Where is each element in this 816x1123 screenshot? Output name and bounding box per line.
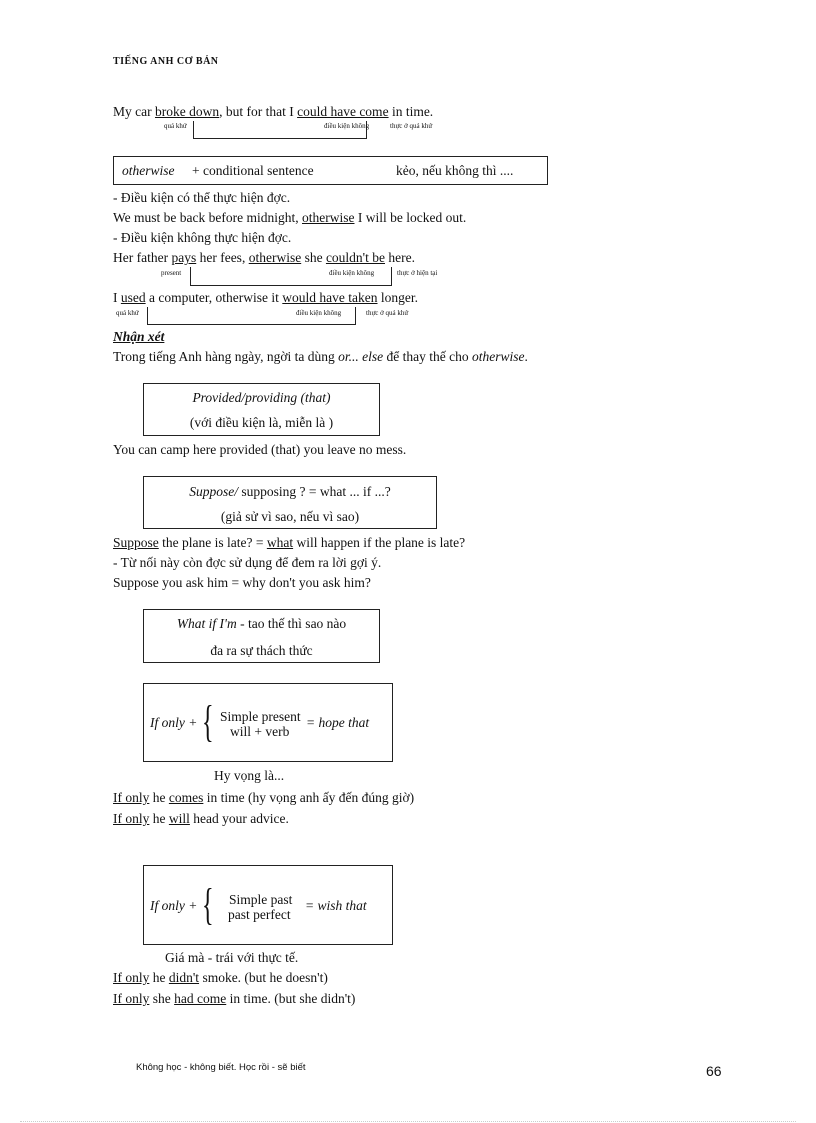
- ifonly-hope-lead: If only +: [150, 715, 198, 730]
- ifonly-hope-example2: If only he will head your advice.: [113, 811, 289, 826]
- intro-label-mid: điều kiện không: [324, 122, 370, 130]
- example2-label-right: thực ở hiện tại: [397, 269, 438, 277]
- ifonly-hope-box: [143, 683, 393, 762]
- ifonly-wish-example1: If only he didn't smoke. (but he doesn't): [113, 970, 328, 985]
- whatif-line1: What if I'm - tao thế thì sao nào: [176, 616, 347, 631]
- left-brace-icon: {: [202, 697, 214, 746]
- otherwise-point1: - Điều kiện có thể thực hiện đợc.: [113, 190, 291, 205]
- whatif-box: [143, 609, 380, 663]
- left-brace-icon: {: [202, 880, 214, 929]
- suppose-example2: Suppose you ask him = why don't you ask him?: [113, 575, 371, 590]
- footer-motto: Không học - không biết. Học rồi - sẽ biết: [136, 1062, 306, 1073]
- suppose-box: [143, 476, 437, 529]
- suppose-line1: Suppose/ supposing ? = what ... if ...?: [189, 484, 391, 499]
- example3-label-left: quá khứ: [116, 309, 139, 317]
- ifonly-hope-opt2: will + verb: [230, 724, 290, 739]
- ifonly-hope-opt1: Simple present: [220, 709, 301, 724]
- underline-could-have-come: could have come: [297, 104, 389, 119]
- otherwise-formula: + conditional sentence: [192, 163, 314, 178]
- suppose-example1: Suppose the plane is late? = what will happen if the plane is late?: [113, 535, 466, 550]
- bottom-divider: [20, 1121, 796, 1122]
- intro-sentence: My car broke down, but for that I could have come in time.: [113, 104, 434, 119]
- ifonly-wish-opt2: past perfect: [228, 907, 291, 922]
- ifonly-hope-meaning: Hy vọng là...: [214, 768, 285, 783]
- ifonly-hope-example1: If only he comes in time (hy vọng anh ấy đến đúng giờ): [113, 790, 415, 805]
- otherwise-box: [113, 156, 548, 185]
- provided-line2: (với điều kiện là, miễn là ): [189, 415, 334, 430]
- otherwise-meaning: kẻo, nếu không thì ....: [396, 163, 514, 178]
- provided-example: You can camp here provided (that) you leave no mess.: [113, 442, 407, 457]
- suppose-line2: (giả sử vì sao, nếu vì sao): [220, 509, 360, 524]
- provided-box: [143, 383, 380, 436]
- ifonly-wish-result: = wish that: [305, 898, 367, 913]
- suppose-point: - Từ nối này còn đợc sử dụng để đem ra lời gợi ý.: [113, 555, 382, 570]
- ifonly-hope-result: = hope that: [306, 715, 370, 730]
- note-heading: Nhận xét: [113, 329, 165, 344]
- example3-label-right: thực ở quá khứ: [366, 309, 409, 317]
- ifonly-wish-meaning: Giá mà - trái với thực tế.: [165, 950, 299, 965]
- ifonly-wish-lead: If only +: [150, 898, 198, 913]
- intro-label-right: thực ở quá khứ: [390, 122, 433, 130]
- note-text: Trong tiếng Anh hàng ngày, ngời ta dùng or... else để thay thế cho otherwise.: [113, 349, 528, 364]
- otherwise-example1: We must be back before midnight, otherwise I will be locked out.: [113, 210, 467, 225]
- whatif-line2: đa ra sự thách thức: [210, 643, 313, 658]
- page-header: TIẾNG ANH CƠ BẢN: [113, 56, 219, 67]
- otherwise-example3: I used a computer, otherwise it would have taken longer.: [113, 290, 419, 305]
- example2-label-mid: điều kiện không: [329, 269, 375, 277]
- otherwise-example2: Her father pays her fees, otherwise she couldn't be here.: [113, 250, 415, 265]
- ifonly-wish-example2: If only she had come in time. (but she didn't): [113, 991, 356, 1006]
- ifonly-wish-opt1: Simple past: [229, 892, 293, 907]
- otherwise-point2: - Điều kiện không thực hiện đợc.: [113, 230, 292, 245]
- underline-broke-down: broke down: [154, 104, 220, 119]
- otherwise-keyword: otherwise: [122, 163, 175, 178]
- ifonly-wish-box: [143, 865, 393, 945]
- example2-label-left: present: [161, 269, 182, 277]
- provided-line1: Provided/providing (that): [192, 390, 331, 405]
- example3-label-mid: điều kiện không: [296, 309, 342, 317]
- intro-label-left: quá khứ: [164, 122, 187, 130]
- page-number: 66: [706, 1063, 722, 1079]
